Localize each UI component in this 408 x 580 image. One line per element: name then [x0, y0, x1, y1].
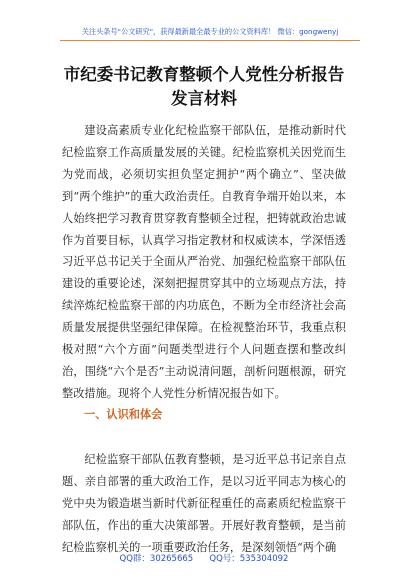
header-banner-text: 关注头条号"公文研究"，获得最新最全最专业的公文资料库！ 微信：gongwenyj — [81, 27, 339, 36]
paragraph-section-1: 纪检监察干部队伍教育整顿，是习近平总书记亲自点题、亲自部署的重大政治工作，是以习近平同志为核心的党中央为锻造堪当新时代新征程重任的高素质纪检监察干部队伍，作出的重大决策部署。开展好教育整顿，是当前纪检监察机关的一项重要政治任务，是深刻领悟“两个确 — [62, 453, 346, 554]
paragraph-intro: 建设高素质专业化纪检监察干部队伍，是推动新时代纪检监察工作高质量发展的关键。纪检监察机关因党而生为党而战，必须切实担负坚定拥护“两个确立”、坚决做到“两个维护”的重大政治责任。自教育争端开始以来，本人始终把学习教育贯穿教育整顿全过程，把铸就政治忠诚作为首要目标，认真学习指定教材和权威读本，学深悟透习近平总书记关于全面从严治党、加强纪检监察干部队伍建设的重要论述，深刻把握贯穿其中的立场观点方法，持续淬炼纪检监察干部的内功底色，不断为全市经济社会高质量发展提供坚强纪律保障。在检视整治环节，我重点积极对照“六个方面”问题类型进行个人问题查摆和整改纠治，围绕“六个是否”主动说清问题，剖析问题根源，研究整改措施。现将个人党性分析情况报告如下。 — [62, 124, 346, 400]
header-banner — [60, 26, 360, 41]
section-heading: 一、认识和体会 — [84, 408, 163, 421]
document-title: 市纪委书记教育整顿个人党性分析报告发言材料 — [63, 65, 345, 108]
footer-contact: QQ群：30265665 QQ号：535304092 — [119, 554, 289, 564]
